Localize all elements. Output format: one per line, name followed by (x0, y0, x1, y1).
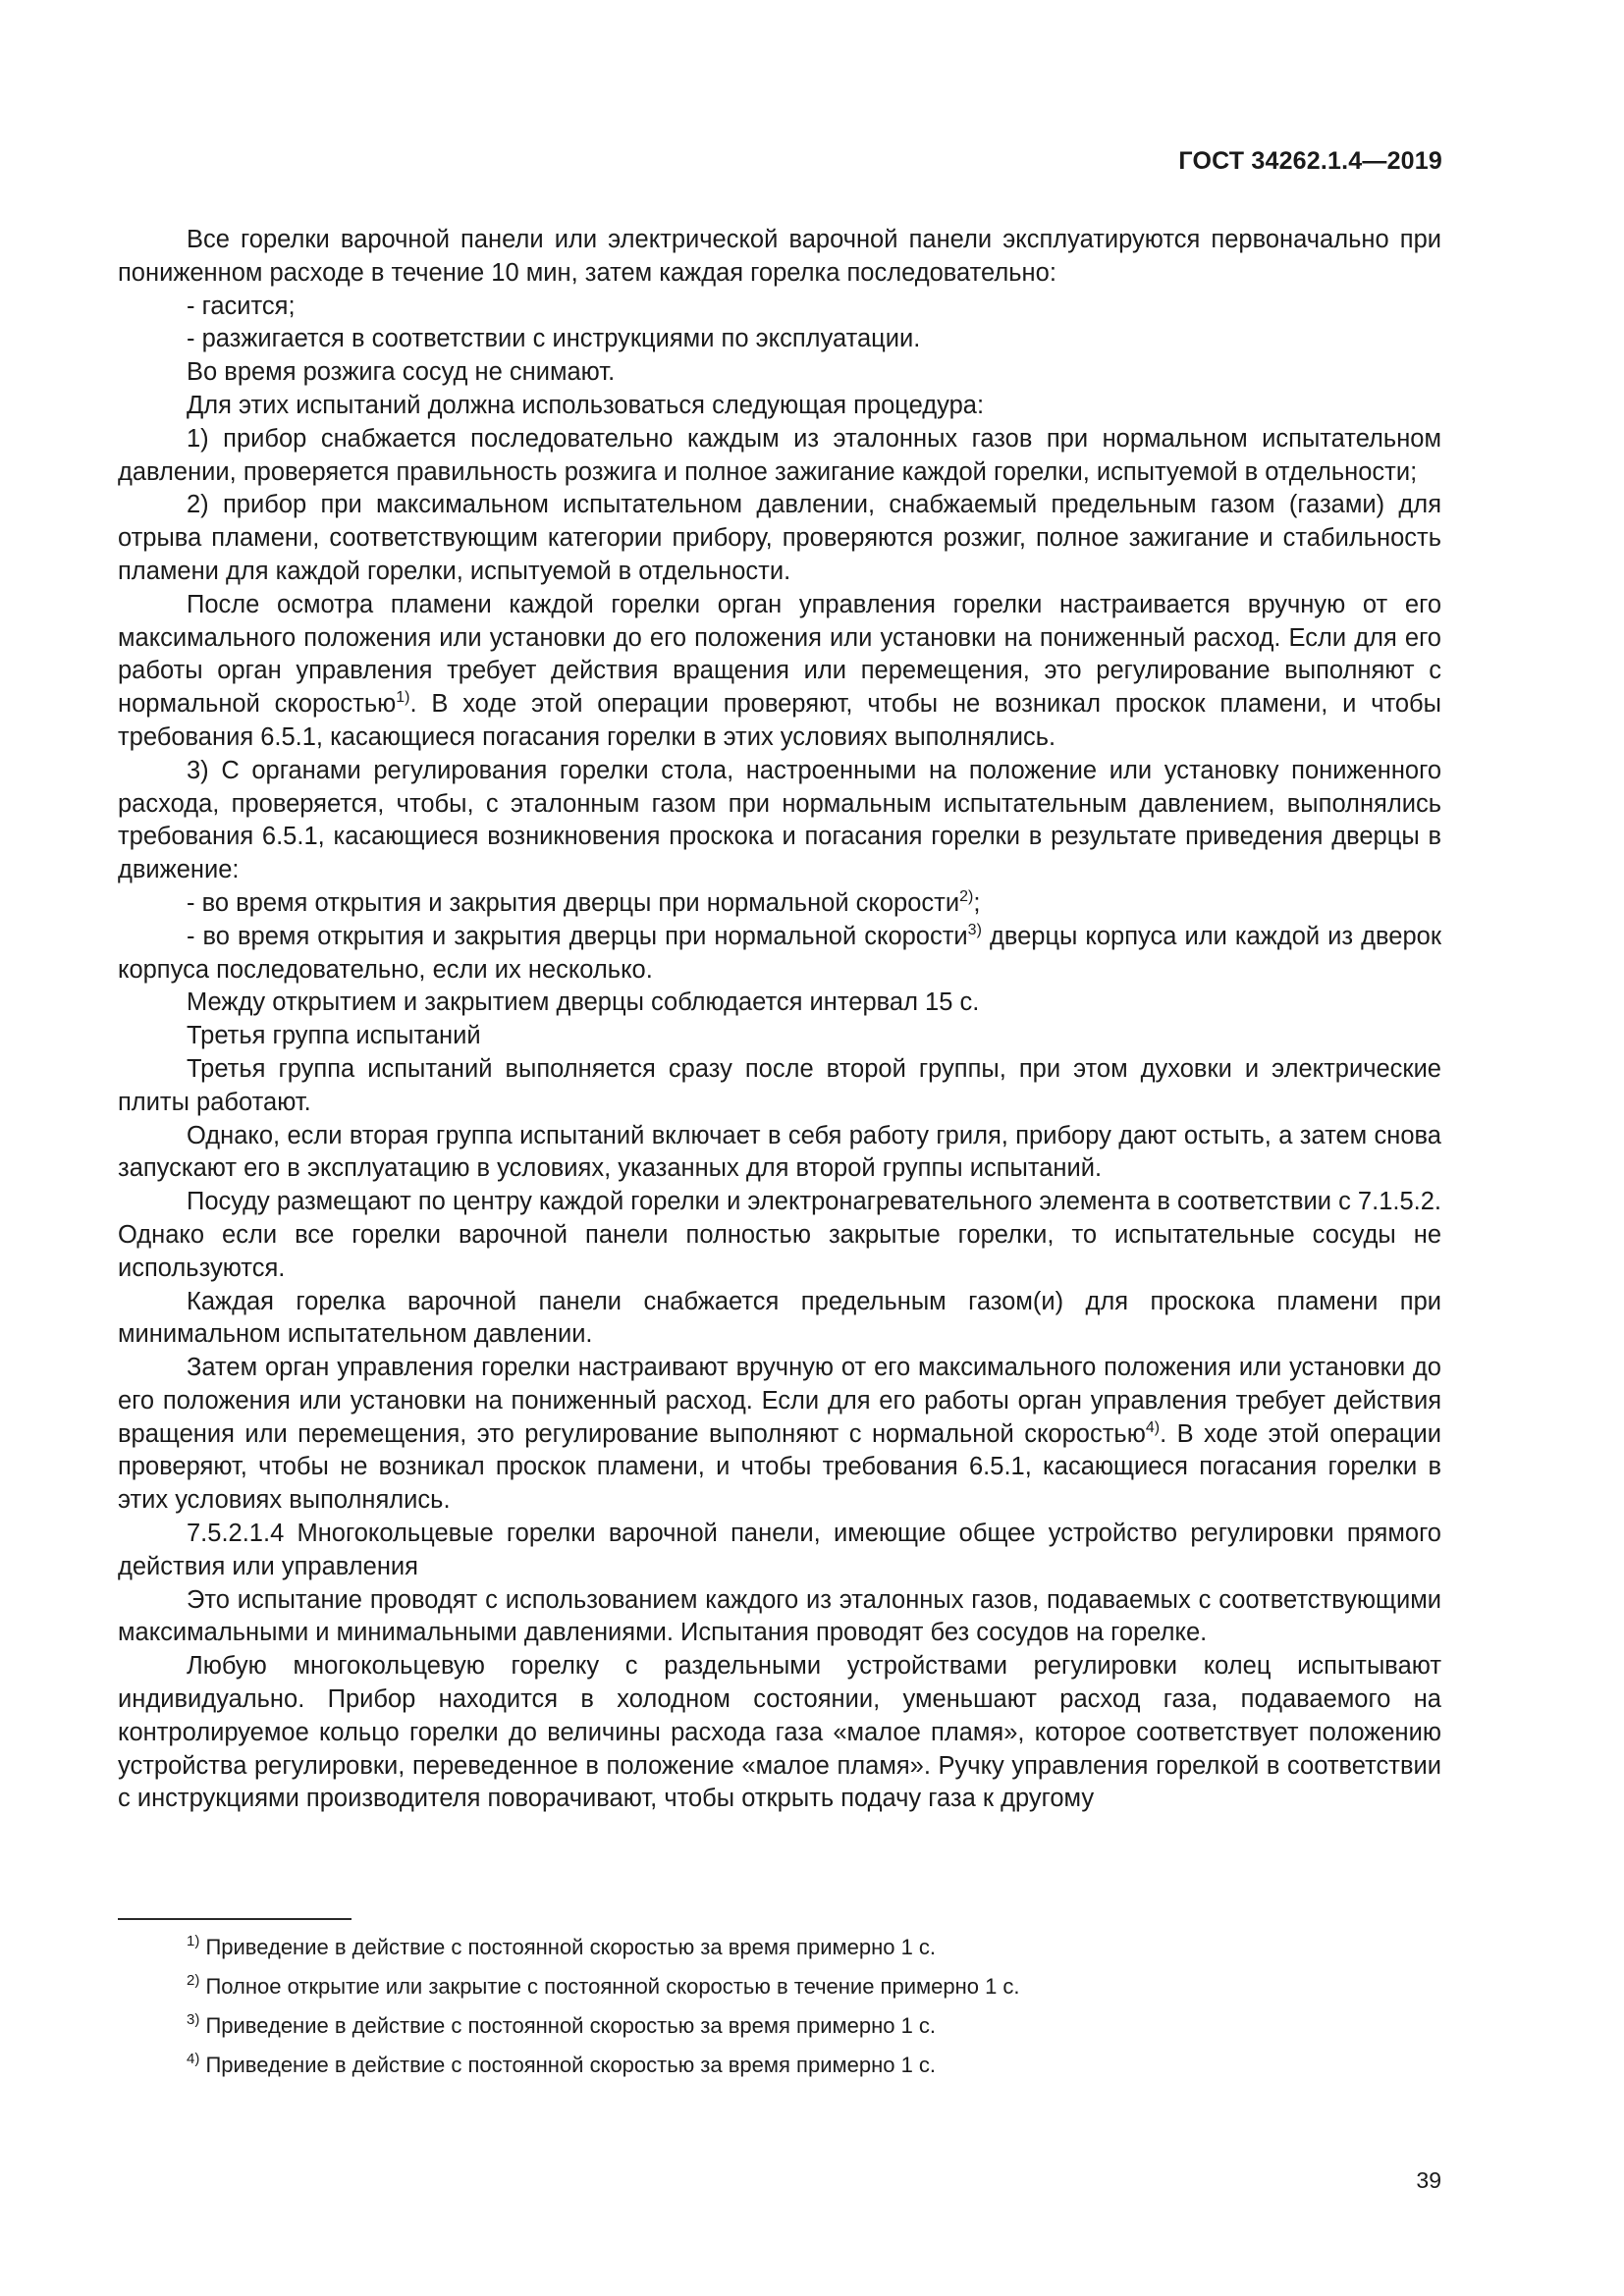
section-heading: Третья группа испытаний (187, 1022, 481, 1050)
page-number: 39 (1416, 2167, 1441, 2193)
footnote-ref: 3) (967, 921, 982, 938)
paragraph: Во время розжига сосуд не снимают. (187, 358, 616, 387)
text-run: - во время открытия и закрытия дверцы при нормальной скорости (187, 922, 968, 950)
footnote (187, 2049, 1365, 2082)
footnote (187, 1970, 1365, 2003)
clause-heading: 7.5.2.1.4 Многокольцевые горелки варочной панели, имеющие общее устройство регулировки прямого действия или управления (118, 1520, 1441, 1580)
paragraph: Посуду размещают по центру каждой горелки и электронагревательного элемента в соответствии с 7.1.5.2. Однако если все горелки варочной панели полностью закрытые горелки, то испытательные сосуды не используются. (118, 1188, 1441, 1282)
text-run: . В ходе этой операции проверяют, чтобы не возникал проскок пламени, и чтобы требования 6.5.1, касающиеся погасания горелки в этих условиях выполнялись. (118, 690, 1441, 751)
paragraph (118, 589, 1441, 755)
paragraph (118, 1352, 1441, 1518)
text-run: ; (973, 888, 981, 917)
footnote-text: Приведение в действие с постоянной скоростью за время примерно 1 с. (199, 2053, 937, 2077)
footnote-ref: 4) (1145, 1418, 1161, 1436)
paragraph: Каждая горелка варочной панели снабжается предельным газом(и) для проскока пламени при минимальном испытательном давлении. (118, 1287, 1441, 1349)
list-item: - гасится; (187, 292, 296, 320)
paragraph: Третья группа испытаний выполняется сразу после второй группы, при этом духовки и электрические плиты работают. (118, 1054, 1441, 1116)
list-item (118, 887, 1441, 921)
text-run: дверцы корпуса или каждой из дверок корпуса последовательно, если их несколько. (118, 922, 1441, 984)
text-run: Затем орган управления горелки настраивают вручную от его максимального положения или установки до его положения или установки на пониженный расход. Если для его работы орган управления требует действия вращения или перемещения, это регулирование выполняют с нормальной скоростью (118, 1354, 1441, 1448)
footnote-ref: 2) (959, 887, 974, 905)
footnote-mark: 2) (187, 1972, 200, 1989)
footnote-text: Приведение в действие с постоянной скоростью за время примерно 1 с. (199, 2013, 937, 2038)
paragraph: Все горелки варочной панели или электрической варочной панели эксплуатируются первоначально при пониженном расходе в течение 10 мин, затем каждая горелка последовательно: (118, 226, 1441, 287)
paragraph: Между открытием и закрытием дверцы соблюдается интервал 15 с. (187, 988, 980, 1017)
footnotes (187, 1931, 1365, 2088)
footnote-mark: 1) (187, 1933, 200, 1949)
text-run: - во время открытия и закрытия дверцы при нормальной скорости (187, 888, 960, 917)
list-item: - разжигается в соответствии с инструкциями по эксплуатации. (187, 325, 921, 353)
paragraph: Это испытание проводят с использованием каждого из эталонных газов, подаваемых с соответствующими максимальными и минимальными давлениями. Испытания проводят без сосудов на горелке. (118, 1585, 1441, 1647)
footnote-text: Полное открытие или закрытие с постоянной скоростью в течение примерно 1 с. (199, 1974, 1020, 1999)
footnote-divider (118, 1918, 352, 1920)
paragraph: 3) С органами регулирования горелки стола, настроенными на положение или установку пониженного расхода, проверяется, чтобы, с эталонным газом при нормальным испытательным давлением, выполнялись требования 6.5.1, касающиеся возникновения проскока и погасания горелки в результате приведения дверцы в движение: (118, 756, 1441, 884)
footnote-text: Приведение в действие с постоянной скоростью за время примерно 1 с. (199, 1935, 937, 1959)
text-run: После осмотра пламени каждой горелки орган управления горелки настраивается вручную от его максимального положения или установки до его положения или установки на пониженный расход. Если для его работы орган управления требует действия вращения или перемещения, это регулирование выполняют с нормальной скоростью (118, 590, 1441, 719)
paragraph: Однако, если вторая группа испытаний включает в себя работу гриля, прибору дают остыть, а затем снова запускают его в эксплуатацию в условиях, указанных для второй группы испытаний. (118, 1121, 1441, 1183)
main-text (118, 224, 1441, 1816)
footnote-ref: 1) (396, 689, 410, 707)
paragraph: 2) прибор при максимальном испытательном давлении, снабжаемый предельным газом (газами) для отрыва пламени, соответствующим категории прибору, проверяются розжиг, полное зажигание и стабильность пламени для каждой горелки, испытуемой в отдельности. (118, 491, 1441, 585)
footnote (187, 2009, 1365, 2043)
paragraph: Любую многокольцевую горелку с раздельными устройствами регулировки колец испытывают индивидуально. Прибор находится в холодном состоянии, уменьшают расход газа, подаваемого на контролируемое кольцо горелки до величины расхода газа «малое пламя», которое соответствует положению устройства регулировки, переведенное в положение «малое пламя». Ручку управления горелкой в соответствии с инструкциями производителя поворачивают, чтобы открыть подачу газа к другому (118, 1652, 1441, 1813)
footnote (187, 1931, 1365, 1964)
footnote-mark: 4) (187, 2051, 200, 2067)
list-item (118, 921, 1441, 988)
text-run: . В ходе этой операции проверяют, чтобы не возникал проскок пламени, и чтобы требования 6.5.1, касающиеся погасания горелки в этих условиях выполнялись. (118, 1419, 1441, 1515)
paragraph: Для этих испытаний должна использоваться следующая процедура: (187, 391, 985, 419)
document-id-header: ГОСТ 34262.1.4—2019 (1178, 147, 1442, 175)
footnote-mark: 3) (187, 2011, 200, 2028)
paragraph: 1) прибор снабжается последовательно каждым из эталонных газов при нормальном испытательном давлении, проверяется правильность розжига и полное зажигание каждой горелки, испытуемой в отдельности; (118, 424, 1441, 486)
